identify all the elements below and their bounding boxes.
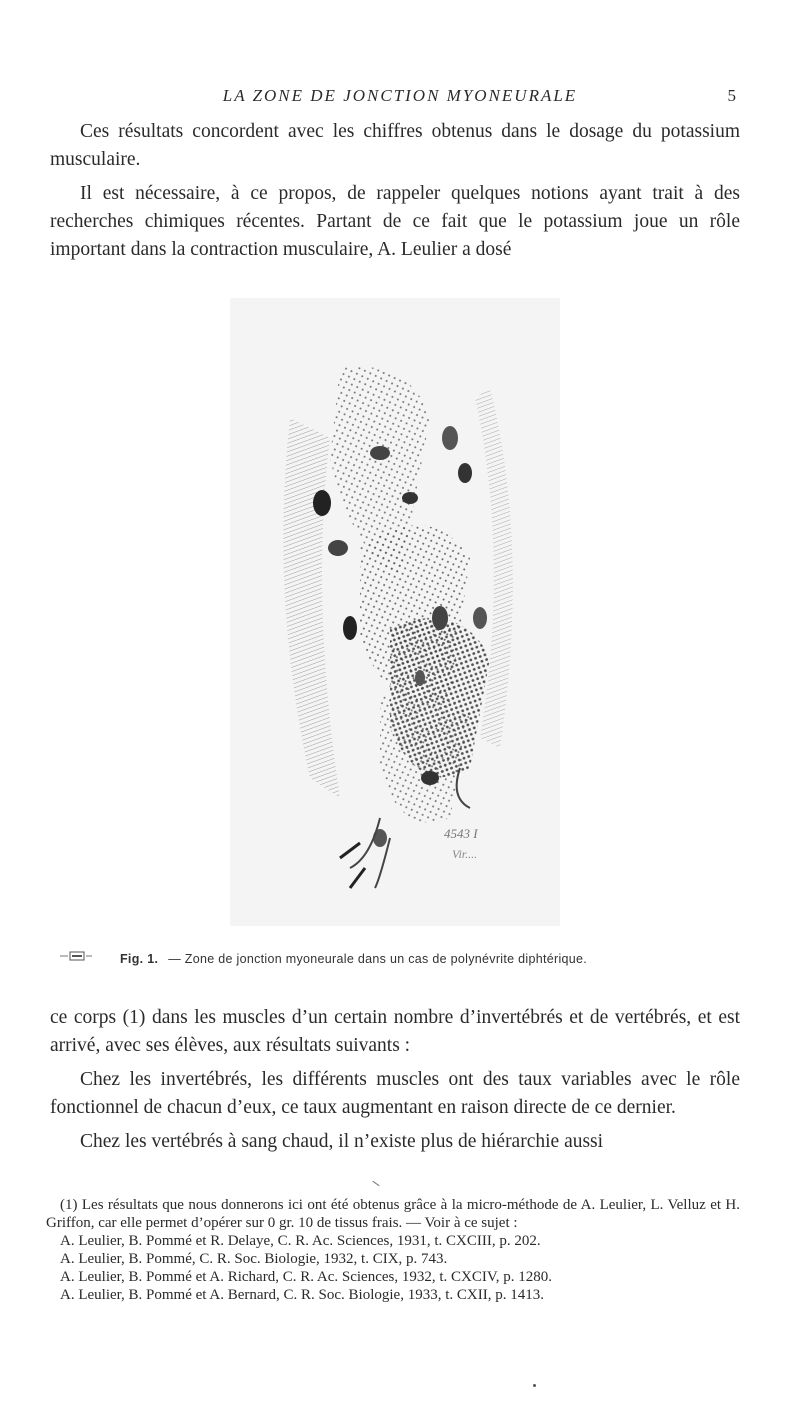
library-stamp — [58, 950, 98, 962]
footnote-reference-line: A. Leulier, B. Pommé, C. R. Soc. Biologie, 1932, t. CIX, p. 743. — [60, 1251, 448, 1267]
figure-caption-text: — Zone de jonction myoneurale dans un cas de polynévrite diphtérique. — [168, 952, 588, 966]
footnote-reference-line: A. Leulier, B. Pommé et R. Delaye, C. R. Ac. Sciences, 1931, t. CXCIII, p. 202. — [60, 1233, 541, 1249]
paragraph: Il est nécessaire, à ce propos, de rappeler quelques notions ayant trait à des recherches chimiques récentes. Partant de ce fait que le potassium joue un rôle important dans la contraction musculaire, A. Leulier a dosé — [50, 183, 740, 260]
footnote-reference-line: A. Leulier, B. Pommé et A. Bernard, C. R. Soc. Biologie, 1933, t. CXII, p. 1413. — [60, 1287, 544, 1303]
footnote: (1) Les résultats que nous donnerons ici ont été obtenus grâce à la micro-méthode de A. Leulier, L. Velluz et H. Griffon, car elle permet d’opérer sur 0 gr. 10 de tissus frais. — Voir à ce sujet : — [46, 1197, 740, 1231]
body-text-top — [50, 118, 740, 270]
figure-annotation-sub: Vir.... — [452, 847, 478, 861]
paragraph: Ces résultats concordent avec les chiffres obtenus dans le dosage du potassium musculaire. — [50, 121, 740, 170]
footnote-divider — [372, 1181, 379, 1186]
running-title: LA ZONE DE JONCTION MYONEURALE — [222, 86, 578, 105]
footnote-reference: (1) — [122, 1007, 146, 1028]
histology-figure — [230, 298, 560, 926]
paragraph-text: ce corps — [50, 1007, 123, 1028]
paragraph-text: dans les muscles d’un certain nombre d’invertébrés et de vertébrés, et est arrivé, avec ses élèves, aux résultats suivants : — [50, 1007, 740, 1056]
body-text-bottom — [50, 1004, 740, 1162]
footnotes — [46, 1196, 740, 1304]
ink-dot — [533, 1384, 536, 1387]
paragraph: Chez les vertébrés à sang chaud, il n’existe plus de hiérarchie aussi — [80, 1131, 604, 1152]
micrograph-drawing — [230, 298, 560, 926]
figure-annotation-number: 4543 I — [444, 826, 478, 841]
paragraph — [50, 1004, 740, 1060]
figure-label: Fig. 1. — [120, 952, 159, 966]
paragraph: Chez les invertébrés, les différents muscles ont des taux variables avec le rôle fonctionnel de chacun d’eux, ce taux augmentant en raison directe de ce dernier. — [50, 1069, 740, 1118]
figure-caption — [120, 952, 740, 966]
page-number: 5 — [727, 86, 736, 105]
footnote-reference-line: A. Leulier, B. Pommé et A. Richard, C. R. Ac. Sciences, 1932, t. CXCIV, p. 1280. — [60, 1269, 552, 1285]
page-header — [0, 82, 800, 110]
